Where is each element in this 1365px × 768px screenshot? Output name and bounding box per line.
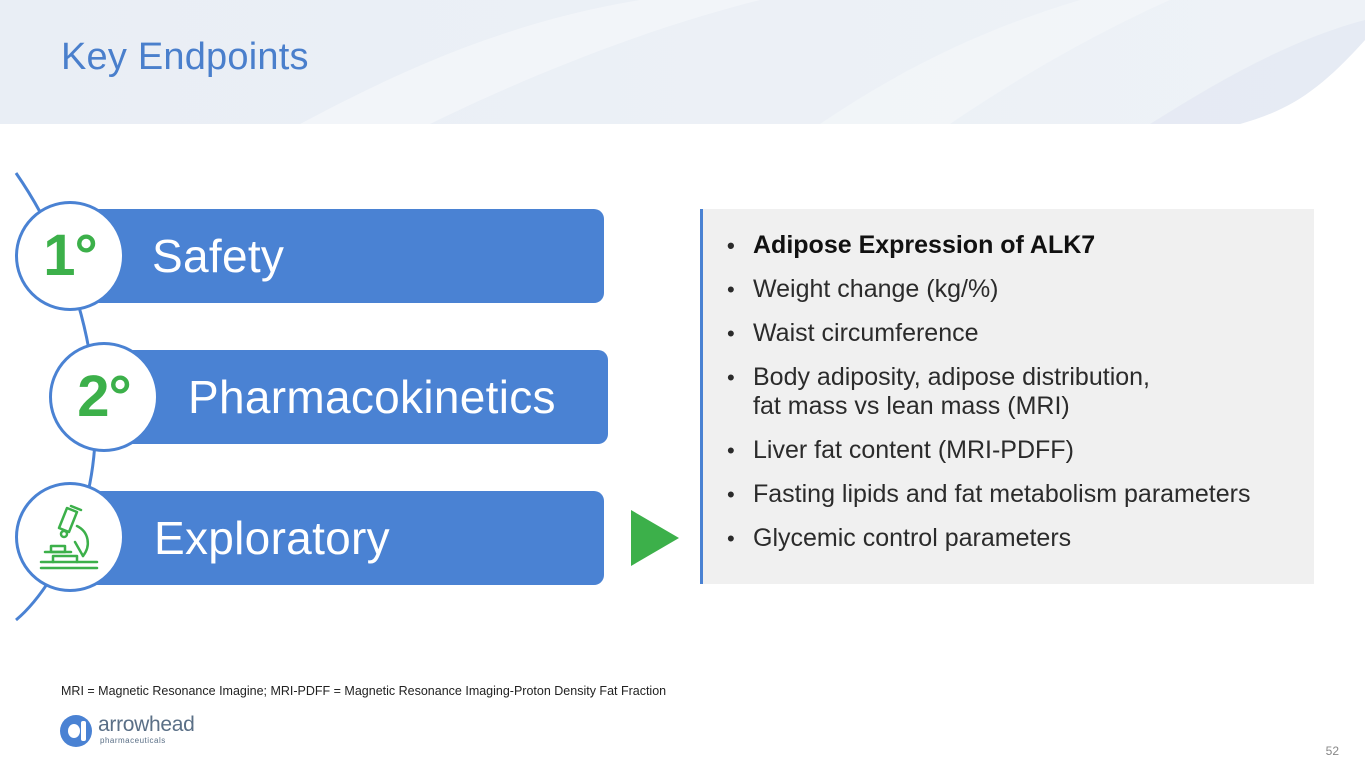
bullet-line: fat mass vs lean mass (MRI) [753, 392, 1070, 420]
endpoint-bar-primary [70, 209, 604, 303]
bullet-list [725, 231, 1250, 568]
logo-subtitle: pharmaceuticals [100, 736, 166, 745]
bullet-item: • Fasting lipids and fat metabolism parameters [725, 480, 1250, 509]
endpoint-label: Pharmacokinetics [188, 371, 556, 423]
ordinal-badge-secondary [49, 342, 159, 452]
page-number: 52 [1325, 744, 1339, 758]
bullet-item: • Weight change (kg/%) [725, 275, 1250, 304]
page-title: Key Endpoints [61, 36, 309, 78]
ordinal-text: 1° [43, 222, 97, 288]
ordinal-text: 2° [77, 363, 131, 429]
ordinal-badge-primary [15, 201, 125, 311]
endpoint-label: Safety [152, 230, 285, 282]
microscope-badge [15, 482, 125, 592]
exploratory-details-panel [700, 209, 1314, 584]
bullet-item: • Glycemic control parameters [725, 524, 1250, 553]
bullet-item: • Adipose Expression of ALK7 [725, 231, 1250, 260]
bullet-item [725, 363, 1250, 421]
logo-wordmark: arrowhead [98, 713, 195, 736]
bullet-item: • Waist circumference [725, 319, 1250, 348]
endpoint-bar-secondary [105, 350, 608, 444]
bullet-item: • Liver fat content (MRI-PDFF) [725, 436, 1250, 465]
endpoint-label: Exploratory [154, 512, 390, 564]
play-arrow-icon [631, 510, 679, 566]
microscope-icon [37, 502, 103, 572]
footnote: MRI = Magnetic Resonance Imagine; MRI-PDFF = Magnetic Resonance Imaging-Proton Density Fat Fraction [61, 684, 667, 698]
arrowhead-logo-icon [60, 715, 92, 747]
bullet-line: • Body adiposity, adipose distribution, [753, 363, 1150, 391]
endpoint-bar-exploratory [70, 491, 604, 585]
company-logo [60, 715, 210, 749]
